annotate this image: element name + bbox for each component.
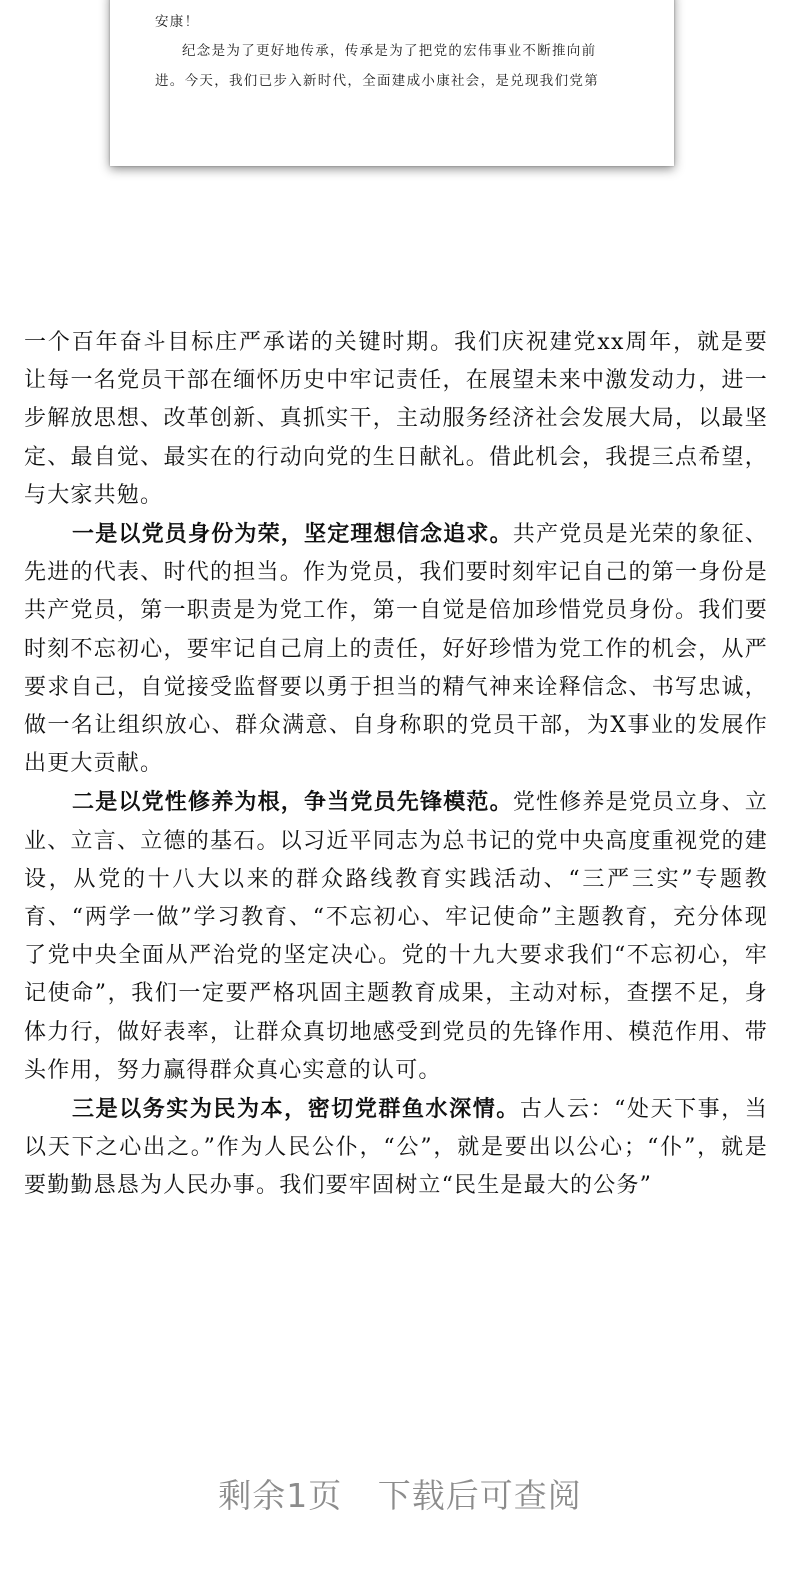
point-2-body: 党性修养是党员立身、立业、立言、立德的基石。以习近平同志为总书记的党中央高度重视党的建设，从党的十八大以来的群众路线教育实践活动、“三严三实”专题教育、“两学一做”学习教育、“不忘初心、牢记使命”主题教育，充分体现了党中央全面从严治党的坚定决心。党的十九大要求我们“不忘初心，牢记使命”，我们一定要严格巩固主题教育成果，主动对标，查摆不足，身体力行，做好表率，让群众真切地感受到党员的先锋作用、模范作用、带头作用，努力赢得群众真心实意的认可。 [24, 790, 769, 1083]
download-to-view-label[interactable]: 下载后可查阅 [377, 1476, 582, 1515]
paragraph-point-3 [24, 1090, 768, 1206]
point-2-heading: 二是以党性修养为根，争当党员先锋模范。 [72, 789, 513, 816]
document-body [24, 324, 768, 1206]
paragraph-point-1 [24, 515, 768, 783]
document-preview-card [110, 0, 674, 166]
preview-line-2: 纪念是为了更好地传承，传承是为了把党的宏伟事业不断推向前 [182, 43, 597, 59]
download-prompt[interactable] [0, 1470, 800, 1517]
preview-line-1: 安康！ [155, 14, 200, 30]
paragraph-intro: 一个百年奋斗目标庄严承诺的关键时期。我们庆祝建党xx周年，就是要让每一名党员干部在缅怀历史中牢记责任，在展望未来中激发动力，进一步解放思想、改革创新、真抓实干，主动服务经济社会发展大局，以最坚定、最自觉、最实在的行动向党的生日献礼。借此机会，我提三点希望，与大家共勉。 [24, 330, 768, 508]
point-3-heading: 三是以务实为民为本，密切党群鱼水深情。 [72, 1096, 520, 1123]
preview-line-3: 进。今天，我们已步入新时代，全面建成小康社会，是兑现我们党第 [155, 73, 599, 89]
paragraph-point-2 [24, 783, 768, 1090]
point-3-body: 古人云：“处天下事，当以天下之心出之。”作为人民公仆，“公”，就是要出以公心；“仆”，就是要勤勤恳恳为人民办事。我们要牢固树立“民生是最大的公务” [24, 1097, 768, 1199]
point-1-heading: 一是以党员身份为荣，坚定理想信念追求。 [72, 521, 513, 548]
point-1-body: 共产党员是光荣的象征、先进的代表、时代的担当。作为党员，我们要时刻牢记自己的第一身份是共产党员，第一职责是为党工作，第一自觉是倍加珍惜党员身份。我们要时刻不忘初心，要牢记自己肩上的责任，好好珍惜为党工作的机会，从严要求自己，自觉接受监督要以勇于担当的精气神来诠释信念、书写忠诚，做一名让组织放心、群众满意、自身称职的党员干部，为X事业的发展作出更大贡献。 [24, 522, 769, 777]
remaining-pages-label: 剩余1页 [218, 1476, 343, 1515]
